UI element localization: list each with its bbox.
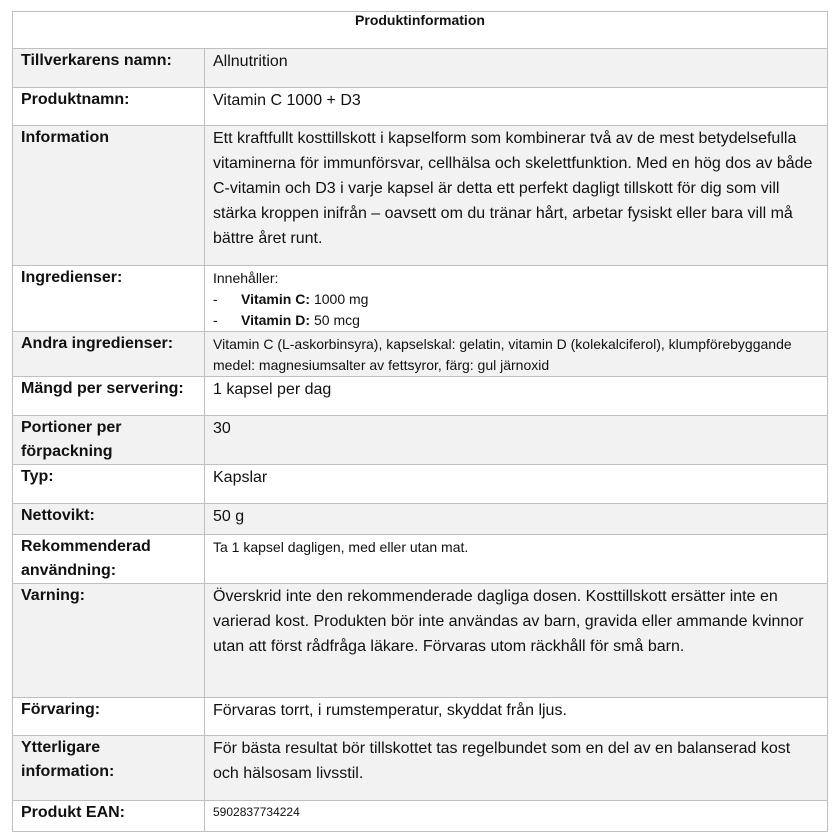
row-label-warning: Varning: [13,584,205,698]
ingredient-item [213,289,819,310]
row-label-manufacturer: Tillverkarens namn: [13,49,205,88]
table-row [13,88,828,126]
row-value-ingredients [205,266,828,332]
row-label-additional-info: Ytterligare information: [13,736,205,801]
table-row [13,801,828,832]
row-value-type: Kapslar [205,465,828,504]
table-row [13,736,828,801]
row-value-net-weight: 50 g [205,504,828,535]
list-dash: - [213,312,218,328]
table-row [13,126,828,266]
ingredient-amount: 50 mcg [313,312,360,328]
row-value-warning: Överskrid inte den rekommenderade dagliga dosen. Kosttillskott ersätter inte en varierad kost. Produkten bör inte användas av barn, gravida eller ammande kvinnor utan att först rådfråga läkare. Förvaras utom räckhåll för små barn. [205,584,828,698]
table-row [13,504,828,535]
row-label-product-name: Produktnamn: [13,88,205,126]
list-dash: - [213,291,218,307]
table-header-row [13,12,828,49]
row-value-recommended-use: Ta 1 kapsel dagligen, med eller utan mat. [205,535,828,584]
row-value-product-name: Vitamin C 1000 + D3 [205,88,828,126]
row-value-information: Ett kraftfullt kosttillskott i kapselform som kombinerar två av de mest betydelsefulla vitaminerna för immunförsvar, cellhälsa och skelettfunktion. Med en hög dos av både C-vitamin och D3 i varje kapsel är detta ett perfekt dagligt tillskott för dig som vill stärka kroppen inifrån – oavsett om du tränar hårt, arbetar fysiskt eller bara vill må bättre året runt. [205,126,828,266]
row-label-other-ingredients: Andra ingredienser: [13,332,205,377]
row-label-ingredients: Ingredienser: [13,266,205,332]
row-value-serving-amount: 1 kapsel per dag [205,377,828,416]
table-row [13,377,828,416]
ingredient-item [213,310,819,331]
row-value-other-ingredients: Vitamin C (L-askorbinsyra), kapselskal: gelatin, vitamin D (kolekalciferol), klumpförebyggande medel: magnesiumsalter av fettsyror, färg: gul järnoxid [205,332,828,377]
table-row [13,535,828,584]
table-row [13,266,828,332]
row-value-manufacturer: Allnutrition [205,49,828,88]
ingredient-name: Vitamin C: [241,291,310,307]
product-info-table [12,11,828,832]
row-label-serving-amount: Mängd per servering: [13,377,205,416]
ingredient-amount: 1000 mg [313,291,369,307]
row-label-ean: Produkt EAN: [13,801,205,832]
table-row [13,584,828,698]
table-title: Produktinformation [13,12,828,49]
ingredients-intro: Innehåller: [213,270,279,286]
table-row [13,698,828,736]
row-value-servings-per-package: 30 [205,416,828,465]
row-label-storage: Förvaring: [13,698,205,736]
ingredient-name: Vitamin D: [241,312,310,328]
row-value-additional-info: För bästa resultat bör tillskottet tas regelbundet som en del av en balanserad kost och hälsosam livsstil. [205,736,828,801]
row-label-type: Typ: [13,465,205,504]
table-row [13,332,828,377]
row-label-recommended-use: Rekommenderad användning: [13,535,205,584]
row-label-servings-per-package: Portioner per förpackning [13,416,205,465]
table-row [13,416,828,465]
row-value-ean: 5902837734224 [205,801,828,832]
row-label-net-weight: Nettovikt: [13,504,205,535]
table-row [13,49,828,88]
row-value-storage: Förvaras torrt, i rumstemperatur, skyddat från ljus. [205,698,828,736]
table-row [13,465,828,504]
row-label-information: Information [13,126,205,266]
